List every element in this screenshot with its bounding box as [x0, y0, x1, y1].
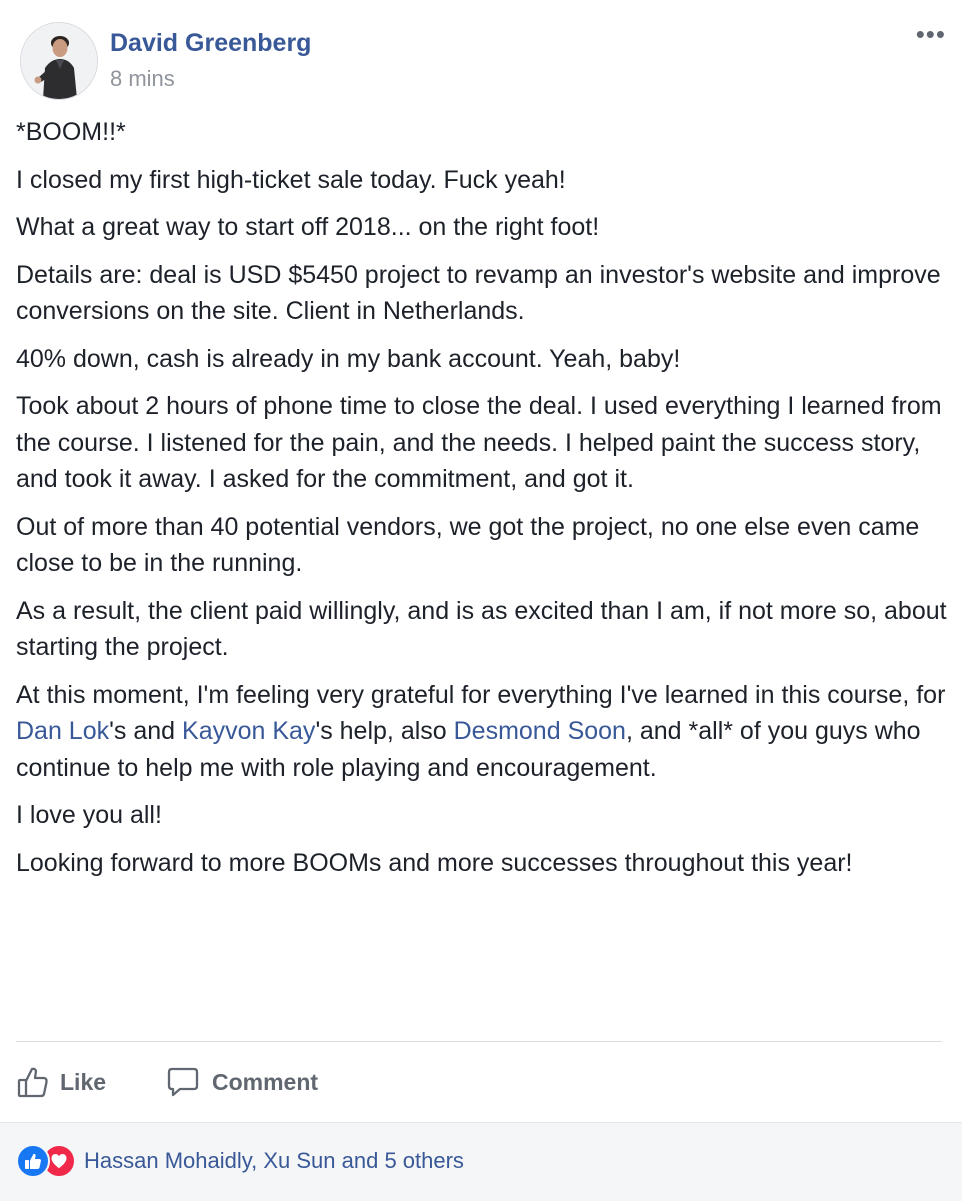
- post-paragraph: [16, 209, 951, 246]
- author-name[interactable]: David Greenberg: [110, 29, 312, 57]
- paragraph-text: As a result, the client paid willingly, and is as excited than I am, if not more so, about starting the project.: [16, 596, 947, 661]
- post-paragraph: [16, 114, 951, 151]
- post-paragraph: [16, 162, 951, 199]
- paragraph-text: 's and: [109, 717, 183, 745]
- post-paragraph: [16, 845, 951, 882]
- paragraph-text: Looking forward to more BOOMs and more successes throughout this year!: [16, 848, 853, 877]
- reactors-text[interactable]: Hassan Mohaidly, Xu Sun and 5 others: [84, 1148, 464, 1173]
- post-timestamp[interactable]: 8 mins: [110, 66, 175, 91]
- reactions-bar: [0, 1122, 962, 1201]
- post-body: [16, 114, 951, 892]
- paragraph-text: 's help, also: [315, 717, 454, 745]
- divider: [16, 1041, 942, 1042]
- mention-link[interactable]: Dan Lok: [16, 717, 110, 745]
- comment-button[interactable]: [166, 1065, 318, 1099]
- like-button[interactable]: [16, 1065, 166, 1099]
- post-paragraph: [16, 797, 951, 834]
- more-options-icon[interactable]: •••: [915, 19, 946, 49]
- paragraph-text: Details are: deal is USD $5450 project to revamp an investor's website and improve conversions on the site. Client in Netherlands.: [16, 260, 941, 325]
- like-reaction-icon: [16, 1144, 50, 1178]
- paragraph-text: I love you all!: [16, 801, 162, 829]
- comment-label: Comment: [212, 1068, 319, 1095]
- avatar-image: [21, 23, 97, 99]
- reactions-summary[interactable]: [16, 1144, 464, 1178]
- post-paragraph: [16, 388, 951, 498]
- mention-link[interactable]: Kayvon Kay: [182, 717, 316, 745]
- post-paragraph: [16, 593, 951, 666]
- paragraph-text: *BOOM!!*: [16, 118, 126, 146]
- post-paragraph: [16, 509, 951, 582]
- post-paragraph: [16, 341, 951, 378]
- paragraph-text: At this moment, I'm feeling very grateful for everything I've learned in this course, for: [16, 680, 946, 709]
- paragraph-text: , and *all* of you guys who continue to help me with role playing and encouragement.: [16, 717, 921, 782]
- thumbs-up-icon: [16, 1065, 50, 1099]
- paragraph-text: 40% down, cash is already in my bank account. Yeah, baby!: [16, 344, 681, 373]
- like-label: Like: [60, 1068, 107, 1095]
- post-actions: [16, 1058, 318, 1106]
- paragraph-text: Out of more than 40 potential vendors, we got the project, no one else even came close to be in the running.: [16, 512, 920, 577]
- paragraph-text: I closed my first high-ticket sale today. Fuck yeah!: [16, 165, 566, 194]
- mention-link[interactable]: Desmond Soon: [453, 717, 626, 745]
- paragraph-text: Took about 2 hours of phone time to close the deal. I used everything I learned from the course. I listened for the pain, and the needs. I helped paint the success story, and took it away. I asked for the commitment, and got it.: [16, 392, 942, 493]
- paragraph-text: What a great way to start off 2018... on the right foot!: [16, 213, 600, 241]
- author-avatar[interactable]: [20, 22, 98, 100]
- post-paragraph: [16, 677, 951, 787]
- post-paragraph: [16, 257, 951, 330]
- comment-bubble-icon: [166, 1065, 200, 1099]
